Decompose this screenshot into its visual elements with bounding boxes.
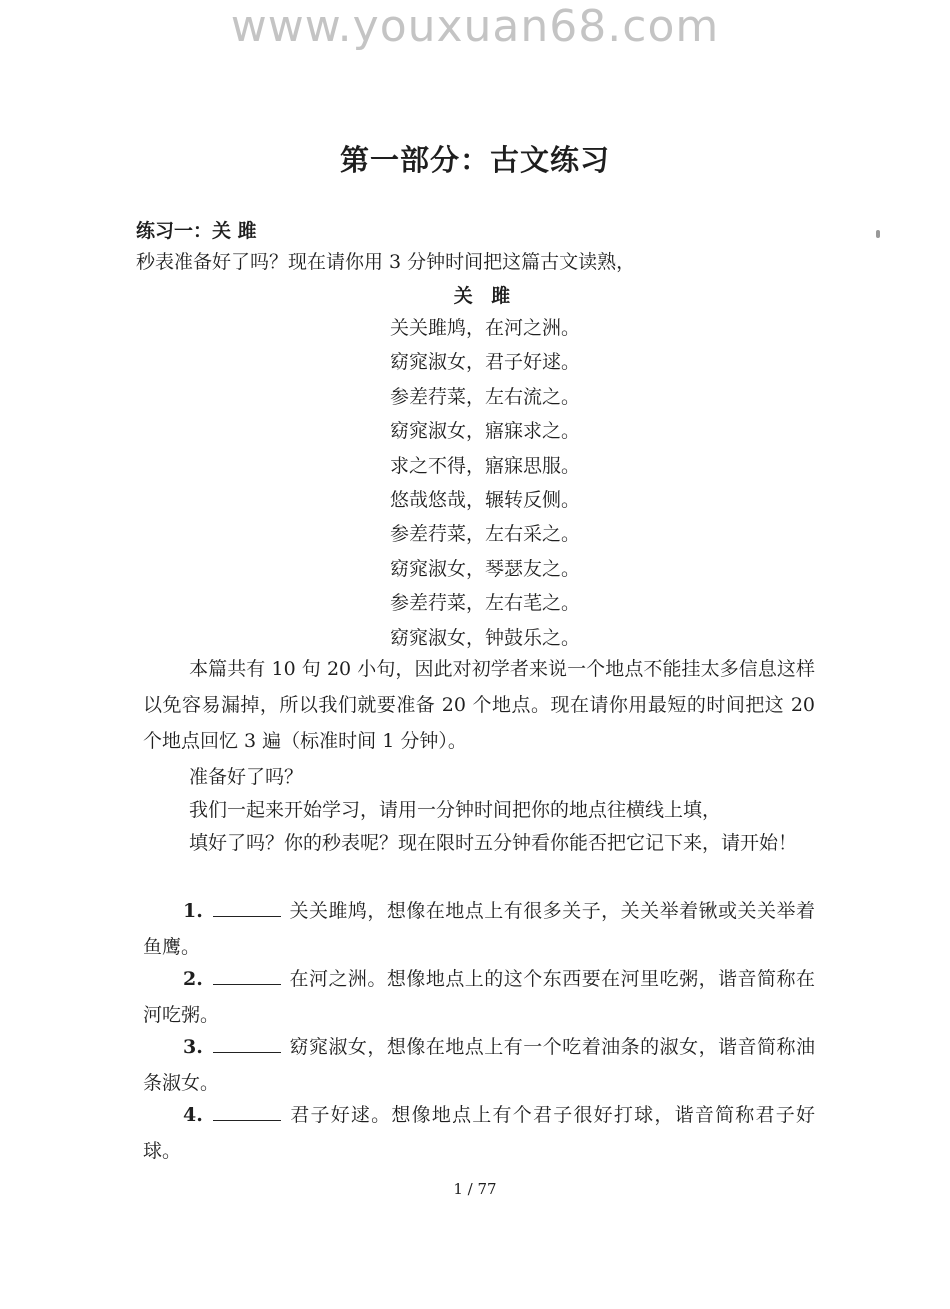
item-text: 关关雎鸠，想像在地点上有很多关子，关关举着锹或关关举着鱼鹰。: [143, 900, 815, 958]
list-item: [143, 961, 815, 1033]
list-item: [143, 1029, 815, 1101]
timer-instruction: [143, 825, 815, 861]
body-paragraph: [143, 651, 815, 759]
section-title: 第一部分：古文练习: [339, 143, 610, 177]
poem-line: 参差荇菜，左右芼之。: [389, 592, 580, 615]
item-number: 1.: [183, 900, 203, 922]
page-number: 1 / 77: [453, 1180, 497, 1198]
poem-line: 窈窕淑女，钟鼓乐之。: [389, 626, 580, 649]
poem-line: 窈窕淑女，君子好逑。: [389, 351, 580, 374]
fill-in-blank[interactable]: [213, 966, 281, 985]
item-text: 窈窕淑女，想像在地点上有一个吃着油条的淑女，谐音简称油条淑女。: [143, 1036, 815, 1094]
ready-question-text: 准备好了吗？: [189, 766, 304, 788]
item-text: 在河之洲。想像地点上的这个东西要在河里吃粥，谐音简称在河吃粥。: [143, 968, 815, 1026]
timer-instruction-text: 填好了吗？你的秒表呢？现在限时五分钟看你能否把它记下来，请开始！: [189, 832, 798, 854]
item-number: 4.: [183, 1104, 203, 1126]
poem-line: 参差荇菜，左右采之。: [389, 523, 580, 546]
poem-line: 窈窕淑女，寤寐求之。: [389, 420, 580, 443]
poem-line: 窈窕淑女，琴瑟友之。: [389, 557, 580, 580]
poem-line: 悠哉悠哉，辗转反侧。: [389, 489, 580, 512]
start-instruction-text: 我们一起来开始学习，请用一分钟时间把你的地点往横线上填，: [189, 799, 722, 821]
ready-question: [143, 759, 815, 795]
poem-line: 求之不得，寤寐思服。: [389, 454, 580, 477]
item-number: 3.: [183, 1036, 203, 1058]
fill-in-blank[interactable]: [213, 1102, 281, 1121]
poem-line: 关关雎鸠，在河之洲。: [389, 317, 580, 339]
poem-block: [0, 281, 950, 655]
intro-text: 秒表准备好了吗？现在请你用 3 分钟时间把这篇古文读熟，: [136, 251, 636, 273]
list-item: [143, 893, 815, 965]
poem-line: 参差荇菜，左右流之。: [389, 385, 580, 408]
fill-in-blank[interactable]: [213, 1034, 281, 1053]
list-item: [143, 1097, 815, 1169]
body-paragraph-text: 本篇共有 10 句 20 小句，因此对初学者来说一个地点不能挂太多信息这样以免容易漏掉，所以我们就要准备 20 个地点。现在请你用最短的时间把这 20 个地点回忆 3 遍（标准时间 1 分钟）。: [143, 658, 815, 752]
start-instruction: [143, 792, 815, 828]
scan-speck: [876, 230, 880, 238]
fill-in-blank[interactable]: [213, 898, 281, 917]
exercise-heading: 练习一：关 雎: [136, 220, 257, 242]
item-text: 君子好逑。想像地点上有个君子很好打球，谐音简称君子好球。: [143, 1104, 815, 1162]
watermark-text: www.youxuan68.com: [230, 1, 720, 52]
poem-title: 关 雎: [453, 285, 517, 307]
item-number: 2.: [183, 968, 203, 990]
